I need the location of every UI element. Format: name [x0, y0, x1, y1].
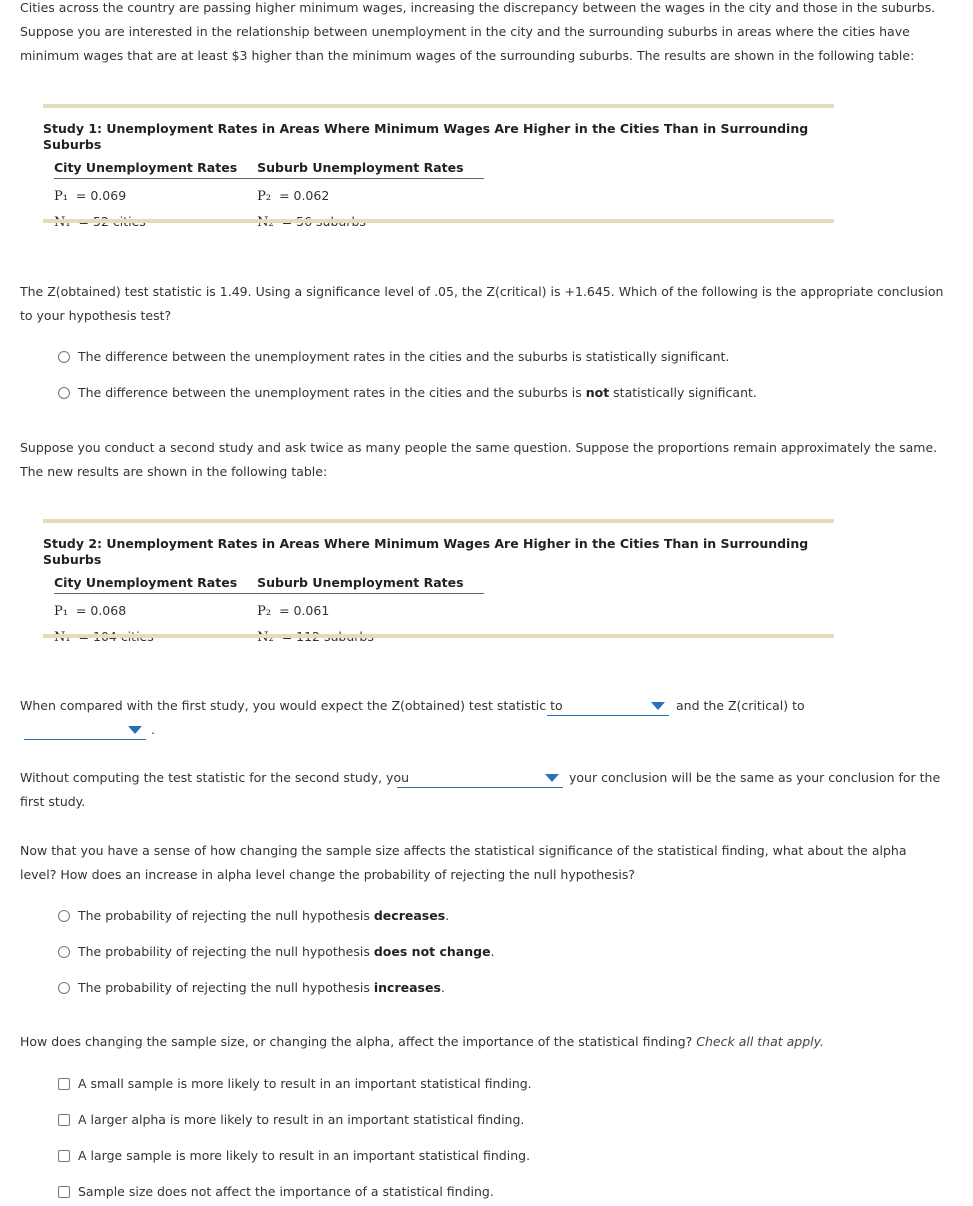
zcritical-dropdown[interactable] — [24, 721, 146, 740]
q1-option-not-significant[interactable] — [58, 384, 757, 402]
q4-option-no-change[interactable] — [58, 943, 495, 961]
study1-col2-header: Suburb Unemployment Rates — [257, 160, 483, 179]
q3-text-after: your conclusion will be the same as your conclusion for the — [569, 770, 941, 785]
radio-button[interactable] — [58, 982, 70, 994]
radio-button[interactable] — [58, 946, 70, 958]
study1-col1-header: City Unemployment Rates — [54, 160, 257, 179]
q5-option-sample-size-no-effect[interactable] — [58, 1183, 494, 1201]
radio-button[interactable] — [58, 351, 70, 363]
q2-text-middle: and the Z(critical) to — [676, 698, 805, 713]
study2-col1-header: City Unemployment Rates — [54, 575, 257, 594]
study1-bottom-rule — [43, 219, 834, 223]
q3-text-after2: first study. — [20, 794, 86, 809]
q1-option-not-significant-label: The difference between the unemployment rates in the cities and the suburbs is not statistically significant. — [78, 385, 757, 400]
study1-title: Study 1: Unemployment Rates in Areas Where Minimum Wages Are Higher in the Cities Than in Surrounding Suburbs — [43, 121, 809, 152]
study1-n1 — [54, 205, 257, 231]
conclusion-dropdown[interactable] — [397, 769, 563, 788]
study2-bottom-rule — [43, 634, 834, 638]
chevron-down-icon — [545, 774, 559, 782]
chevron-down-icon — [128, 726, 142, 734]
q5-option-larger-alpha[interactable] — [58, 1111, 524, 1129]
study1-n2 — [257, 205, 483, 231]
q1-option-significant-label: The difference between the unemployment rates in the cities and the suburbs is statistically significant. — [78, 349, 730, 364]
q3-text-before: Without computing the test statistic for the second study, you — [20, 770, 410, 785]
q4-option-no-change-label: The probability of rejecting the null hypothesis does not change. — [78, 944, 495, 959]
radio-button[interactable] — [58, 387, 70, 399]
study1-p1: P₁ = 0.069 — [54, 187, 127, 204]
q5-option-large-sample-label: A large sample is more likely to result in an important statistical finding. — [78, 1148, 531, 1163]
study1-table — [43, 104, 834, 231]
q4-option-decreases-label: The probability of rejecting the null hypothesis decreases. — [78, 908, 450, 923]
q2-period: . — [151, 722, 155, 737]
q4-text: Now that you have a sense of how changing the sample size affects the statistical significance of the statistical finding, what about the alpha level? How does an increase in alpha level change the probability of rejecting the null hypothesis? — [20, 843, 907, 882]
q5-text: How does changing the sample size, or changing the alpha, affect the importance of the statistical finding? Check all that apply. — [20, 1034, 825, 1049]
intro-text: Cities across the country are passing higher minimum wages, increasing the discrepancy between the wages in the city and those in the suburbs. Suppose you are interested in the relationship between unemployment in the city and the surrounding suburbs in areas where the cities have minimum wages that are at least $3 higher than the minimum wages of the surrounding suburbs. The results are shown in the following table: — [20, 0, 936, 63]
study2-n2 — [257, 620, 483, 646]
study1-top-rule — [43, 104, 834, 108]
q4-option-decreases[interactable] — [58, 907, 449, 925]
checkbox[interactable] — [58, 1114, 70, 1126]
q5-option-sample-size-no-effect-label: Sample size does not affect the importance of a statistical finding. — [78, 1184, 494, 1199]
chevron-down-icon — [651, 702, 665, 710]
checkbox[interactable] — [58, 1150, 70, 1162]
q5-option-small-sample[interactable] — [58, 1075, 532, 1093]
study1-p2: P₂ = 0.062 — [257, 187, 330, 204]
q1-option-significant[interactable] — [58, 348, 729, 366]
q5-option-larger-alpha-label: A larger alpha is more likely to result in an important statistical finding. — [78, 1112, 525, 1127]
study2-top-rule — [43, 519, 834, 523]
study2-p1: P₁ = 0.068 — [54, 602, 127, 619]
zobtained-dropdown[interactable] — [547, 697, 669, 716]
checkbox[interactable] — [58, 1078, 70, 1090]
q5-hint: Check all that apply. — [696, 1034, 825, 1049]
checkbox[interactable] — [58, 1186, 70, 1198]
q1-text: The Z(obtained) test statistic is 1.49. Using a significance level of .05, the Z(critical) is +1.645. Which of the following is the appropriate conclusion to your hypothesis test? — [20, 284, 944, 323]
q2-text-before: When compared with the first study, you would expect the Z(obtained) test statistic to — [20, 698, 563, 713]
q4-option-increases-label: The probability of rejecting the null hypothesis increases. — [78, 980, 445, 995]
radio-button[interactable] — [58, 910, 70, 922]
study2-col2-header: Suburb Unemployment Rates — [257, 575, 483, 594]
q4-option-increases[interactable] — [58, 979, 445, 997]
study2-table — [43, 519, 834, 646]
study2-title: Study 2: Unemployment Rates in Areas Where Minimum Wages Are Higher in the Cities Than in Surrounding Suburbs — [43, 536, 809, 567]
second-study-intro: Suppose you conduct a second study and ask twice as many people the same question. Suppose the proportions remain approximately the same. The new results are shown in the following table: — [20, 440, 938, 479]
study2-p2: P₂ = 0.061 — [257, 602, 330, 619]
study2-n1 — [54, 620, 257, 646]
q5-option-large-sample[interactable] — [58, 1147, 530, 1165]
q5-option-small-sample-label: A small sample is more likely to result in an important statistical finding. — [78, 1076, 532, 1091]
